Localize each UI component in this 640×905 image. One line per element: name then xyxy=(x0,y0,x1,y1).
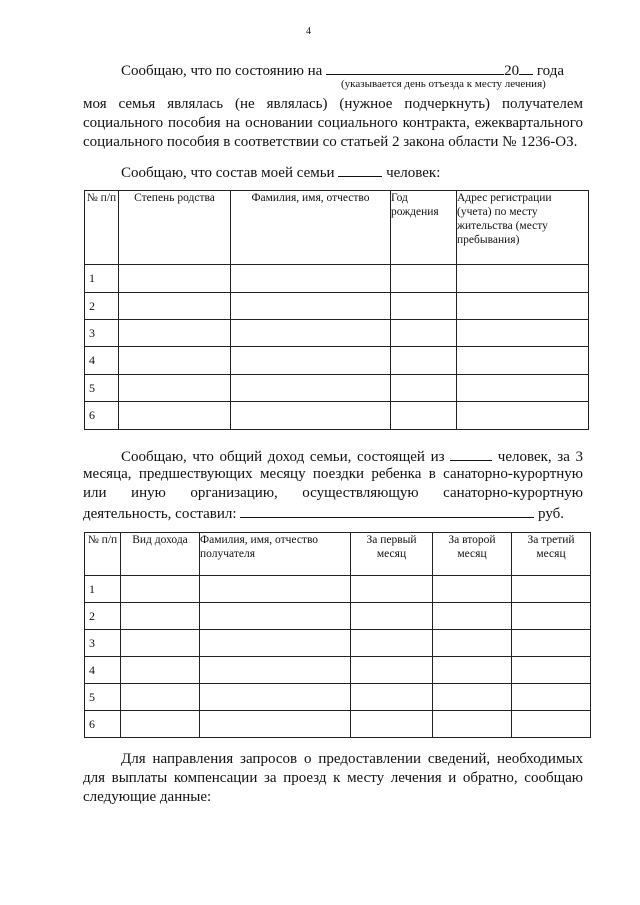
income-line-3: или иную организацию, осуществляющую санаторно-курортную xyxy=(83,485,583,501)
row-number: 5 xyxy=(85,375,119,402)
benefit-line-2: социального пособия на основании социального контракта, ежеквартального xyxy=(83,115,583,131)
month-2-cell[interactable] xyxy=(433,630,512,657)
family-col-birth-year: Год рождения xyxy=(391,191,457,265)
income-col-number: № п/п xyxy=(85,533,121,576)
family-col-name: Фамилия, имя, отчество xyxy=(231,191,391,265)
income-table-header xyxy=(85,533,591,576)
relation-cell[interactable] xyxy=(119,265,231,293)
month-3-cell[interactable] xyxy=(512,576,591,603)
family-table-header xyxy=(85,191,589,265)
family-composition-suffix: человек: xyxy=(386,165,441,181)
birth-year-cell[interactable] xyxy=(391,375,457,402)
table-row xyxy=(85,265,589,293)
income-line-4-suffix: руб. xyxy=(538,506,565,522)
table-row xyxy=(85,375,589,402)
address-cell[interactable] xyxy=(457,402,589,430)
income-line-4-prefix: деятельность, составил: xyxy=(83,506,237,522)
income-line-1 xyxy=(121,446,583,467)
name-cell[interactable] xyxy=(231,347,391,375)
month-1-cell[interactable] xyxy=(351,657,433,684)
requests-line-2: для выплаты компенсации за проезд к месту лечения и обратно, сообщаю xyxy=(83,770,583,786)
month-2-cell[interactable] xyxy=(433,576,512,603)
birth-year-cell[interactable] xyxy=(391,402,457,430)
month-1-cell[interactable] xyxy=(351,711,433,738)
birth-year-cell[interactable] xyxy=(391,347,457,375)
birth-year-cell[interactable] xyxy=(391,265,457,293)
income-family-size-blank[interactable] xyxy=(450,446,492,461)
income-col-month-2: За второй месяц xyxy=(433,533,512,576)
relation-cell[interactable] xyxy=(119,293,231,320)
family-col-address: Адрес регистрации (учета) по месту жительства (месту пребывания) xyxy=(457,191,589,265)
address-cell[interactable] xyxy=(457,347,589,375)
report-date-blank[interactable] xyxy=(326,60,504,75)
month-1-cell[interactable] xyxy=(351,684,433,711)
income-col-month-1: За первый месяц xyxy=(351,533,433,576)
income-line-4 xyxy=(83,503,583,524)
page-number: 4 xyxy=(306,26,311,37)
table-row xyxy=(85,576,591,603)
row-number: 1 xyxy=(85,576,121,603)
month-2-cell[interactable] xyxy=(433,657,512,684)
recipient-cell[interactable] xyxy=(200,684,351,711)
table-row xyxy=(85,711,591,738)
requests-line-3: следующие данные: xyxy=(83,789,212,805)
recipient-cell[interactable] xyxy=(200,657,351,684)
row-number: 4 xyxy=(85,657,121,684)
month-3-cell[interactable] xyxy=(512,684,591,711)
family-table xyxy=(84,190,589,430)
month-3-cell[interactable] xyxy=(512,630,591,657)
name-cell[interactable] xyxy=(231,293,391,320)
income-type-cell[interactable] xyxy=(121,576,200,603)
income-col-type: Вид дохода xyxy=(121,533,200,576)
family-composition-line xyxy=(121,162,440,183)
report-date-suffix: года xyxy=(536,63,564,79)
relation-cell[interactable] xyxy=(119,402,231,430)
recipient-cell[interactable] xyxy=(200,630,351,657)
income-type-cell[interactable] xyxy=(121,630,200,657)
month-1-cell[interactable] xyxy=(351,603,433,630)
month-3-cell[interactable] xyxy=(512,657,591,684)
name-cell[interactable] xyxy=(231,320,391,347)
row-number: 3 xyxy=(85,630,121,657)
relation-cell[interactable] xyxy=(119,347,231,375)
birth-year-cell[interactable] xyxy=(391,293,457,320)
income-table xyxy=(84,532,591,738)
income-line-1-suffix: человек, за 3 xyxy=(497,449,583,465)
relation-cell[interactable] xyxy=(119,375,231,402)
recipient-cell[interactable] xyxy=(200,711,351,738)
name-cell[interactable] xyxy=(231,402,391,430)
family-col-number: № п/п xyxy=(85,191,119,265)
table-row xyxy=(85,320,589,347)
row-number: 6 xyxy=(85,711,121,738)
month-3-cell[interactable] xyxy=(512,603,591,630)
income-type-cell[interactable] xyxy=(121,603,200,630)
family-composition-prefix: Сообщаю, что состав моей семьи xyxy=(121,165,335,181)
address-cell[interactable] xyxy=(457,265,589,293)
month-1-cell[interactable] xyxy=(351,576,433,603)
row-number: 2 xyxy=(85,603,121,630)
table-row xyxy=(85,603,591,630)
table-row xyxy=(85,347,589,375)
income-type-cell[interactable] xyxy=(121,684,200,711)
row-number: 3 xyxy=(85,320,119,347)
benefit-line-1: моя семья являлась (не являлась) (нужное подчеркнуть) получателем xyxy=(83,96,583,112)
address-cell[interactable] xyxy=(457,375,589,402)
income-line-1-prefix: Сообщаю, что общий доход семьи, состоящей из xyxy=(121,449,445,465)
month-2-cell[interactable] xyxy=(433,603,512,630)
requests-line-1: Для направления запросов о предоставлении сведений, необходимых xyxy=(121,751,583,767)
address-cell[interactable] xyxy=(457,320,589,347)
income-type-cell[interactable] xyxy=(121,711,200,738)
family-size-blank[interactable] xyxy=(338,162,382,177)
report-date-prefix: Сообщаю, что по состоянию на xyxy=(121,63,323,79)
income-line-2: месяца, предшествующих месяцу поездки ребенка в санаторно-курортную xyxy=(83,466,583,482)
month-2-cell[interactable] xyxy=(433,711,512,738)
birth-year-cell[interactable] xyxy=(391,320,457,347)
table-row xyxy=(85,402,589,430)
row-number: 4 xyxy=(85,347,119,375)
family-col-relation: Степень родства xyxy=(119,191,231,265)
relation-cell[interactable] xyxy=(119,320,231,347)
benefit-line-3: социального пособия в соответствии со статьей 2 закона области № 1236-ОЗ. xyxy=(83,134,578,150)
income-col-recipient: Фамилия, имя, отчество получателя xyxy=(200,533,351,576)
month-1-cell[interactable] xyxy=(351,630,433,657)
row-number: 1 xyxy=(85,265,119,293)
report-date-year-prefix: 20 xyxy=(504,63,520,79)
income-col-month-3: За третий месяц xyxy=(512,533,591,576)
row-number: 5 xyxy=(85,684,121,711)
recipient-cell[interactable] xyxy=(200,603,351,630)
table-row xyxy=(85,293,589,320)
month-2-cell[interactable] xyxy=(433,684,512,711)
table-row xyxy=(85,684,591,711)
income-total-blank[interactable] xyxy=(240,503,534,518)
report-year-blank[interactable] xyxy=(519,60,533,75)
name-cell[interactable] xyxy=(231,375,391,402)
month-3-cell[interactable] xyxy=(512,711,591,738)
row-number: 6 xyxy=(85,402,119,430)
report-date-hint: (указывается день отъезда к месту лечения) xyxy=(341,78,546,90)
table-row xyxy=(85,657,591,684)
recipient-cell[interactable] xyxy=(200,576,351,603)
name-cell[interactable] xyxy=(231,265,391,293)
address-cell[interactable] xyxy=(457,293,589,320)
table-row xyxy=(85,630,591,657)
income-type-cell[interactable] xyxy=(121,657,200,684)
row-number: 2 xyxy=(85,293,119,320)
